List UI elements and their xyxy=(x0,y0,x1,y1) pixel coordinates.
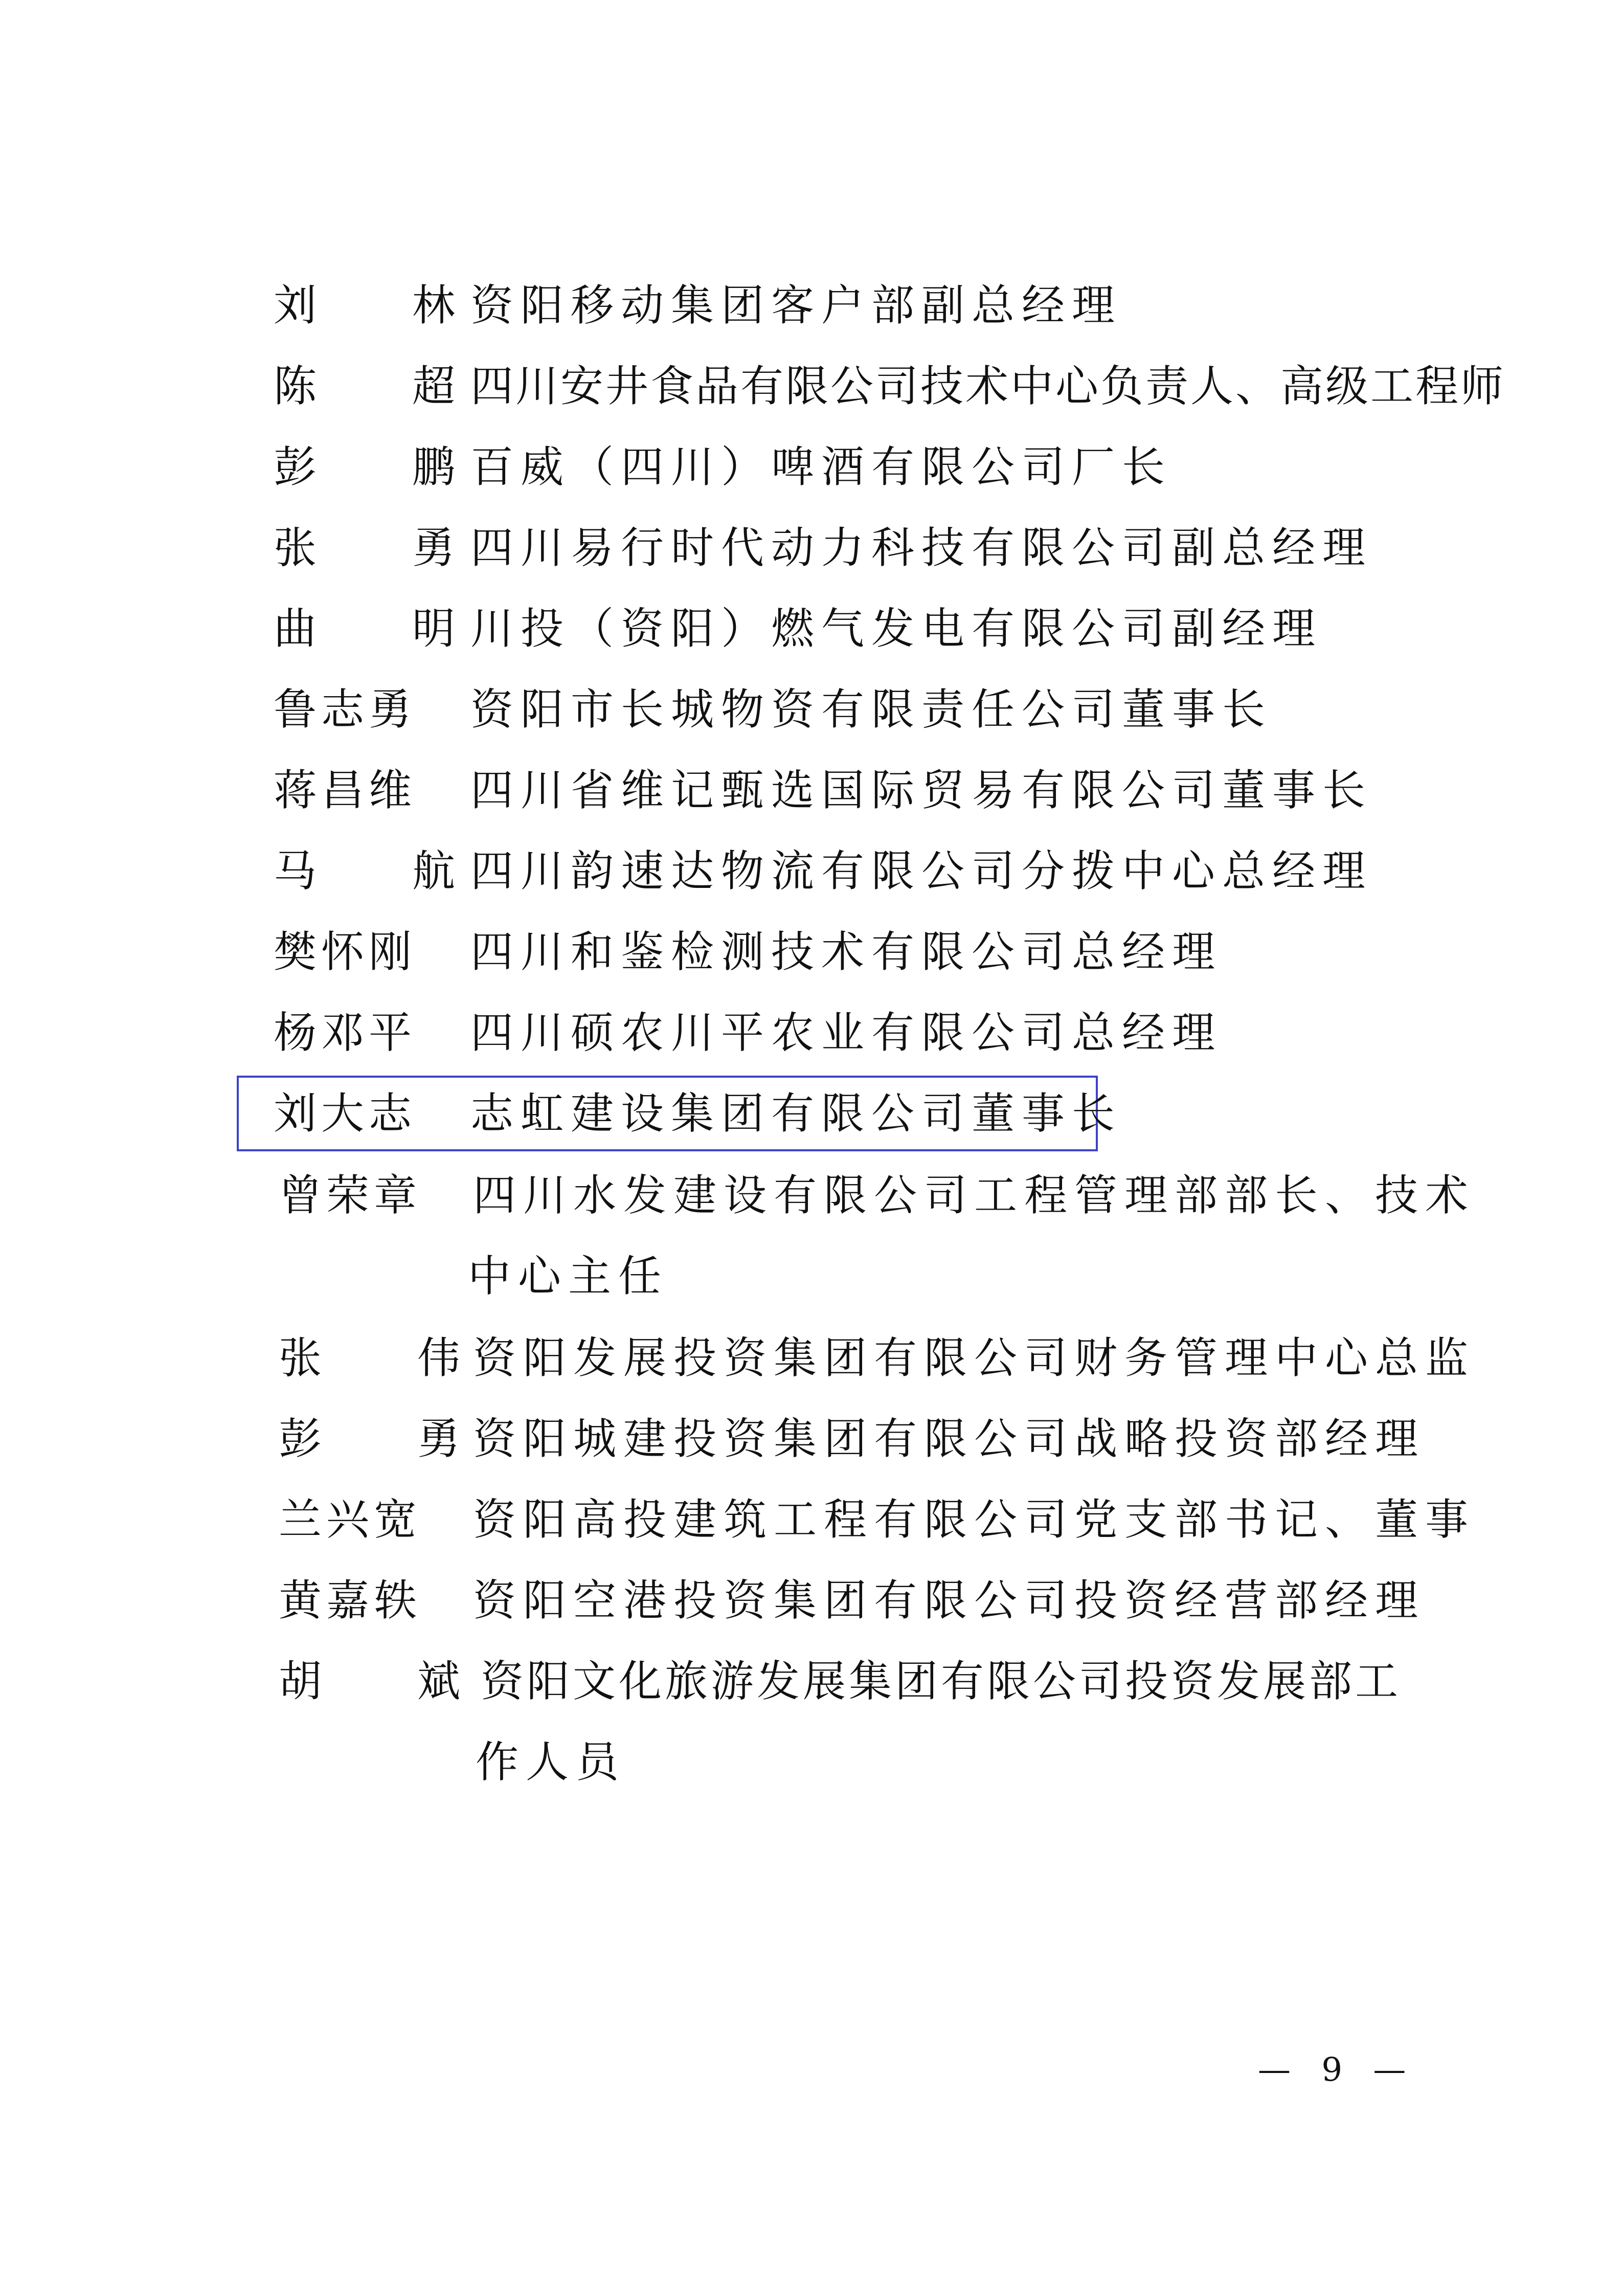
list-item xyxy=(279,1320,1475,1396)
person-name: 曲 明 xyxy=(274,604,455,654)
person-name: 刘 大 志 xyxy=(274,1088,412,1139)
person-name: 蒋 昌 维 xyxy=(274,765,412,815)
position-description: 资阳高投建筑工程有限公司党支部书记、董事 xyxy=(473,1495,1476,1545)
position-description: 四川硕农川平农业有限公司总经理 xyxy=(470,1008,1223,1058)
list-item xyxy=(279,1562,1425,1639)
list-item xyxy=(279,1481,1475,1558)
position-description: 四川水发建设有限公司工程管理部部长、技术 xyxy=(473,1170,1476,1220)
list-item xyxy=(274,833,1372,909)
list-item xyxy=(274,671,1272,748)
list-item xyxy=(279,1643,1401,1720)
position-description: 四川和鉴检测技术有限公司总经理 xyxy=(470,927,1223,977)
position-description: 百威（四川）啤酒有限公司厂长 xyxy=(470,442,1173,492)
person-name: 张 伟 xyxy=(279,1333,460,1383)
list-item xyxy=(274,348,1505,425)
person-name: 彭 勇 xyxy=(279,1414,460,1464)
page-number: — 9 — xyxy=(1258,2051,1416,2089)
position-description: 资阳城建投资集团有限公司战略投资部经理 xyxy=(473,1414,1426,1464)
list-item xyxy=(274,752,1372,829)
position-description: 四川易行时代动力科技有限公司副总经理 xyxy=(470,523,1373,573)
person-name: 刘 林 xyxy=(274,280,455,330)
person-name: 张 勇 xyxy=(274,523,455,573)
position-description: 资阳市长城物资有限责任公司董事长 xyxy=(470,684,1273,734)
list-item xyxy=(274,509,1372,586)
position-description: 资阳文化旅游发展集团有限公司投资发展部工 xyxy=(481,1656,1402,1706)
list-item xyxy=(274,994,1222,1071)
person-name: 胡 斌 xyxy=(279,1656,460,1706)
position-description-continuation: 作人员 xyxy=(476,1737,626,1787)
position-description: 资阳移动集团客户部副总经理 xyxy=(470,280,1122,330)
person-name: 马 航 xyxy=(274,846,455,896)
list-item xyxy=(274,267,1122,344)
person-name: 兰 兴 宽 xyxy=(279,1495,417,1545)
person-name: 鲁 志 勇 xyxy=(274,684,412,734)
person-name: 曾 荣 章 xyxy=(279,1170,417,1220)
list-item xyxy=(274,913,1222,990)
list-item-highlighted xyxy=(274,1075,1122,1152)
list-item xyxy=(279,1157,1475,1234)
position-description: 志虹建设集团有限公司董事长 xyxy=(470,1088,1122,1139)
person-name: 陈 超 xyxy=(274,361,455,411)
person-name: 彭 鹏 xyxy=(274,442,455,492)
position-description: 四川省维记甄选国际贸易有限公司董事长 xyxy=(470,765,1373,815)
person-name: 杨 邓 平 xyxy=(274,1008,412,1058)
position-description: 资阳空港投资集团有限公司投资经营部经理 xyxy=(473,1575,1426,1625)
person-name: 樊 怀 刚 xyxy=(274,927,412,977)
position-description-continuation: 中心主任 xyxy=(468,1251,669,1301)
position-description: 川投（资阳）燃气发电有限公司副经理 xyxy=(470,604,1323,654)
position-description: 资阳发展投资集团有限公司财务管理中心总监 xyxy=(473,1333,1476,1383)
list-item xyxy=(274,590,1322,667)
position-description: 四川安井食品有限公司技术中心负责人、高级工程师 xyxy=(470,361,1506,411)
list-item xyxy=(274,429,1172,505)
list-item xyxy=(279,1400,1425,1477)
person-name: 黄 嘉 轶 xyxy=(279,1575,417,1625)
position-description: 四川韵速达物流有限公司分拨中心总经理 xyxy=(470,846,1373,896)
